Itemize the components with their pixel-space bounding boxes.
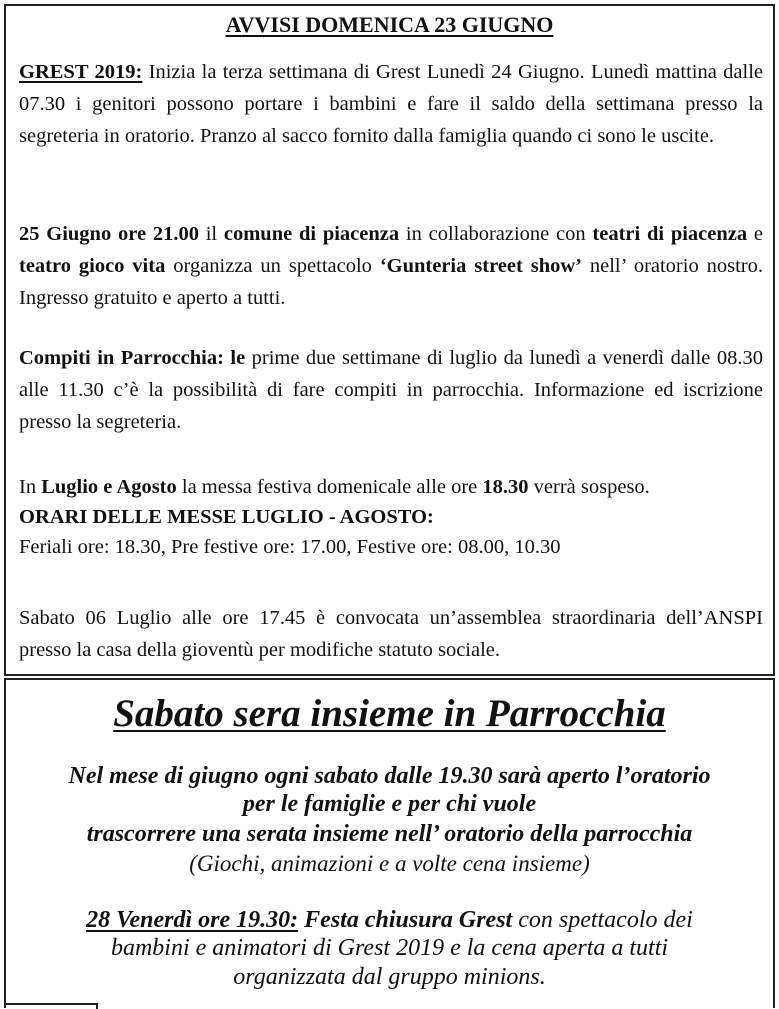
orari-heading: ORARI DELLE MESSE LUGLIO - AGOSTO: xyxy=(19,506,434,528)
summer-time: 18.30 xyxy=(482,476,529,498)
show-event: ‘Gunteria street show’ xyxy=(379,255,582,277)
compiti-text: prime due settimane di luglio da lunedì a venerdì dalle 08.30 alle 11.30 c’è la possibilità di fare compiti in parrocchia. Informazione ed iscrizione presso la segreteria. xyxy=(19,347,763,433)
show-date: 25 Giugno ore 21.00 xyxy=(19,223,199,245)
sabato-line: per le famiglie e per chi vuole xyxy=(242,791,537,817)
sabato-note: (Giochi, animazioni e a volte cena insieme) xyxy=(189,851,590,876)
compiti-notice xyxy=(19,342,763,438)
compiti-label: Compiti in Parrocchia: le xyxy=(19,347,246,369)
assemblea-notice: Sabato 06 Luglio alle ore 17.45 è convocata un’assemblea straordinaria dell’ANSPI presso la casa della gioventù per modifiche statuto sociale. xyxy=(19,607,763,661)
grest-notice xyxy=(19,56,763,152)
sabato-line: Nel mese di giugno ogni sabato dalle 19.30 sarà aperto l’oratorio xyxy=(68,763,711,789)
show-comune: comune di piacenza xyxy=(223,223,400,245)
festa-title: Festa chiusura Grest xyxy=(298,907,513,933)
orari-text: Feriali ore: 18.30, Pre festive ore: 17.00, Festive ore: 08.00, 10.30 xyxy=(19,536,561,558)
show-notice: 25 Giugno ore 21.00 il comune di piacenza in collaborazione con teatri di piacenza e teatro gioco vita organizza un spettacolo ‘Gunteria street show’ nell’ oratorio nostro. Ingresso gratuito e aperto a tutti. xyxy=(19,223,763,309)
festa-line-2: bambini e animatori di Grest 2019 e la cena aperta a tutti xyxy=(110,935,669,961)
notice-sheet xyxy=(4,4,775,1006)
festa-date: 28 Venerdì ore 19.30: xyxy=(86,907,299,933)
bottom-table-edge xyxy=(4,1003,98,1009)
grest-label: GREST 2019: xyxy=(19,61,143,83)
sabato-title: Sabato sera insieme in Parrocchia xyxy=(113,692,666,735)
festa-line-1: 28 Venerdì ore 19.30: Festa chiusura Grest con spettacolo dei xyxy=(86,907,693,933)
page-title: AVVISI DOMENICA 23 GIUGNO xyxy=(225,12,554,37)
festa-line-3: organizzata dal gruppo minions. xyxy=(233,964,546,990)
show-teatri: teatri di piacenza xyxy=(592,223,748,245)
sabato-line: trascorrere una serata insieme nell’ oratorio della parrocchia xyxy=(86,821,693,847)
show-teatro: teatro gioco vita xyxy=(19,255,166,277)
notices-box xyxy=(4,4,775,676)
summer-months: Luglio e Agosto xyxy=(41,476,177,498)
sabato-box xyxy=(4,678,775,1008)
summer-notice: In Luglio e Agosto la messa festiva domenicale alle ore 18.30 verrà sospeso. ORARI DELLE MESSE LUGLIO - AGOSTO: Feriali ore: 18.30, Pre festive ore: 17.00, Festive ore: 08.00, 10.30 xyxy=(19,472,763,562)
grest-text: Inizia la terza settimana di Grest Lunedì 24 Giugno. Lunedì mattina dalle 07.30 i genitori possono portare i bambini e fare il saldo della settimana presso la segreteria in oratorio. Pranzo al sacco fornito dalla famiglia quando ci sono le uscite. xyxy=(19,61,763,147)
